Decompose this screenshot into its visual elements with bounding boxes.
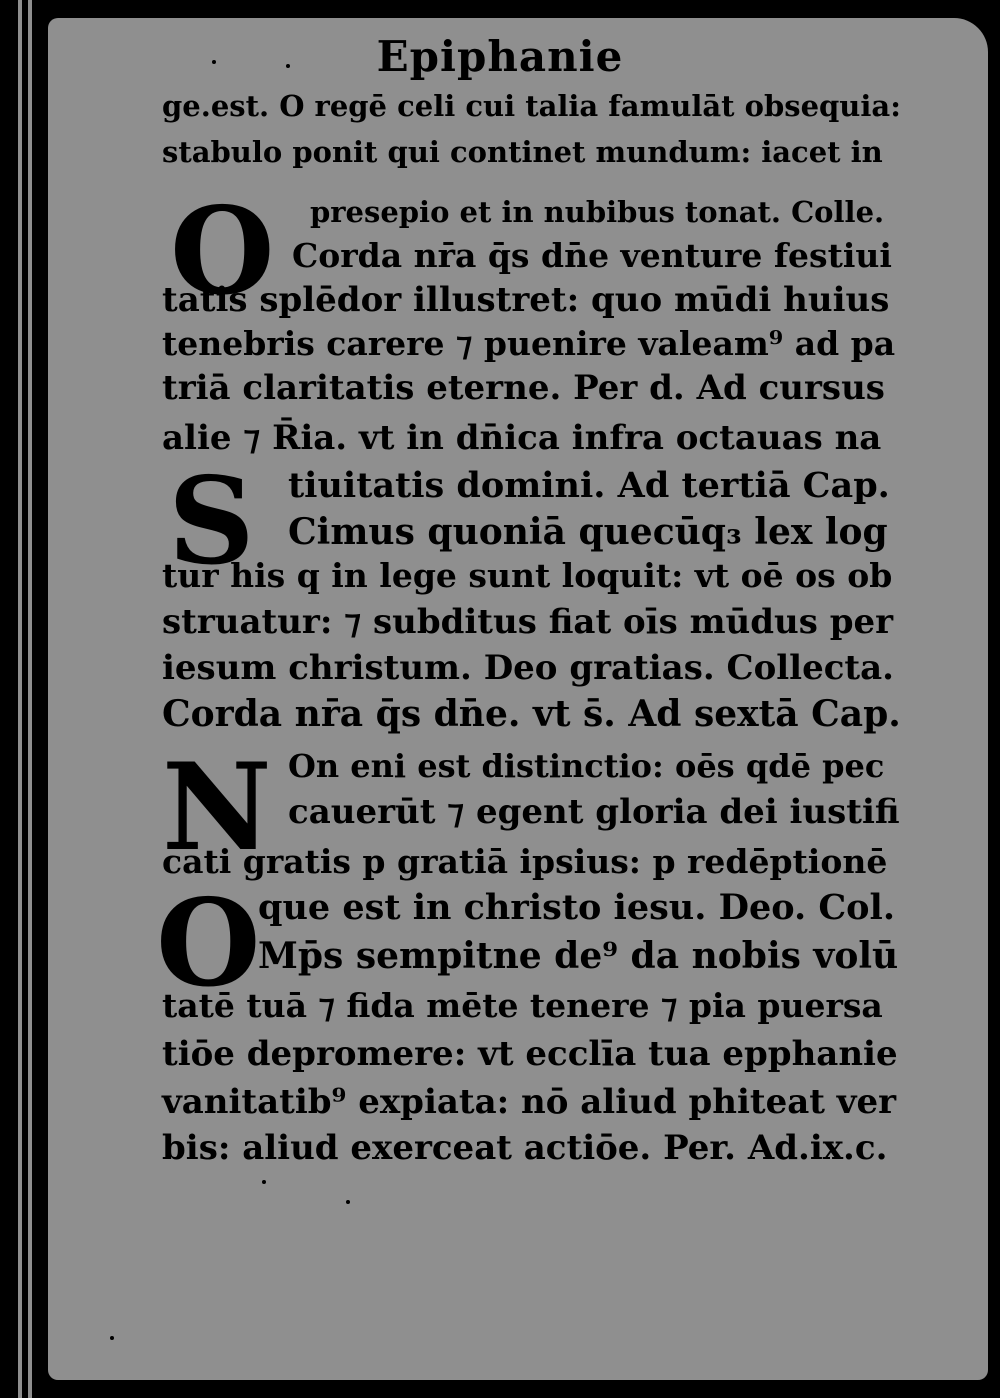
text-line: bis: aliud exerceat actiōe. Per. Ad.ix.c.	[162, 1128, 888, 1168]
text-line: cauerūt ⁊ egent gloria dei iustifi	[288, 792, 900, 832]
drop-cap-initial: N	[162, 737, 272, 878]
text-line: presepio et in nubibus tonat. Colle.	[310, 195, 885, 229]
text-line: cati gratis p gratiā ipsius: p redēptionē	[162, 842, 888, 881]
ink-speck	[346, 1200, 350, 1204]
ink-speck	[286, 64, 290, 68]
drop-cap-initial: O	[156, 873, 261, 1014]
text-line: triā claritatis eterne. Per d. Ad cursus	[162, 368, 885, 408]
ink-speck	[212, 60, 216, 64]
text-line: On eni est distinctio: oēs qdē pec	[288, 747, 885, 785]
text-line: Corda nr̄a q̄s dn̄e venture festiui	[292, 236, 892, 275]
text-line: tenebris carere ⁊ puenire valeam⁹ ad pa	[162, 324, 896, 363]
text-line: tatē tuā ⁊ fida mēte tenere ⁊ pia puersa	[162, 986, 883, 1025]
text-line: tiuitatis domini. Ad tertiā Cap.	[288, 465, 890, 506]
text-line: tur his q in lege sunt loquit: vt oē os ob	[162, 556, 893, 595]
text-line: Cimus quoniā quecūq₃ lex log	[288, 511, 888, 553]
page-title: Epiphanie	[376, 32, 624, 81]
text-line: Mp̄s sempitne de⁹ da nobis volū	[258, 935, 899, 977]
text-line: ge.est. O regē celi cui talia famulāt obsequia:	[162, 89, 901, 123]
binding-edge	[18, 0, 22, 1398]
binding-edge	[28, 0, 32, 1398]
text-line: Corda nr̄a q̄s dn̄e. vt s̄. Ad sextā Cap.	[162, 693, 901, 735]
drop-cap-initial: O	[170, 181, 275, 322]
ink-speck	[262, 1180, 266, 1184]
drop-cap-initial: S	[168, 451, 255, 592]
text-line: iesum christum. Deo gratias. Collecta.	[162, 648, 894, 688]
text-line: vanitatib⁹ expiata: nō aliud phiteat ver	[162, 1082, 897, 1122]
text-line: struatur: ⁊ subditus fiat oīs mūdus per	[162, 602, 894, 642]
ink-speck	[110, 1336, 114, 1340]
text-line: que est in christo iesu. Deo. Col.	[258, 887, 896, 928]
text-line: stabulo ponit qui continet mundum: iacet in	[162, 135, 883, 169]
text-line: tatis splēdor illustret: quo mūdi huius	[162, 280, 890, 320]
text-line: tiōe depromere: vt ecclīa tua epphanie	[162, 1034, 898, 1074]
text-line: alie ⁊ R̄ia. vt in dn̄ica infra octauas na	[162, 418, 882, 458]
